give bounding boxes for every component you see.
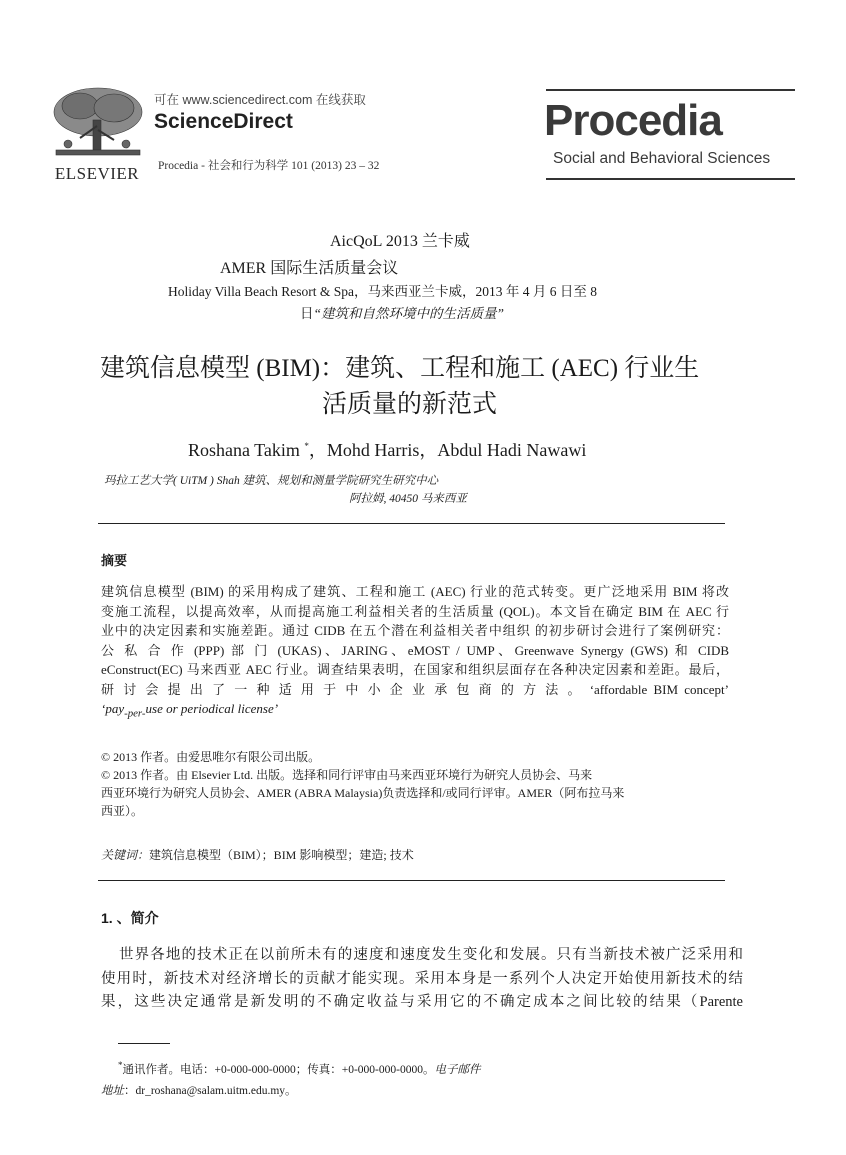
footnote-line-1: [118, 1060, 480, 1077]
affiliation-line-2: 阿拉姆, 40450 马来西亚: [349, 493, 467, 505]
abstract-line: [101, 680, 729, 700]
footnote-mark: *: [118, 1060, 123, 1070]
intro-line: 果，这些决定通常是新发明的不确定收益与采用它的不确定成本之间比较的结果（Parente: [101, 994, 743, 1010]
conference-line-3: Holiday Villa Beach Resort & Spa，马来西亚兰卡威，2013 年 4 月 6 日至 8: [168, 284, 598, 299]
corresponding-mark[interactable]: *: [304, 441, 309, 451]
copyright-line: 西亚环境行为研究人员协会、AMER (ABRA Malaysia)负责选择和/或同行评审。AMER（阿布拉马来: [101, 786, 625, 800]
keywords: [101, 846, 414, 863]
abstract-line: eConstruct(EC) 马来西亚 AEC 行业。调查结果表明，在国家和组织层面存在各种决定因素和差距。最后，: [101, 662, 729, 677]
intro-line: 使用时，新技术对经济增长的贡献才能实现。采用本身是一系列个人决定开始使用新技术的结: [101, 970, 743, 987]
abstract-heading: 摘要: [101, 553, 128, 568]
footnote-email-label: 电子邮件: [434, 1063, 481, 1076]
copyright-line: © 2013 作者。由 Elsevier Ltd. 出版。选择和同行评审由马来西亚环境行为研究人员协会、马来: [101, 768, 593, 782]
sciencedirect-brand[interactable]: ScienceDirect: [154, 110, 293, 133]
conference-theme: “建筑和自然环境中的生活质量”: [313, 306, 505, 321]
copyright-block: [101, 748, 729, 820]
author-list: [188, 436, 586, 462]
logo-bottom-rule: [546, 178, 795, 180]
footnote-email[interactable]: ：dr_roshana@salam.uitm.edu.my。: [124, 1085, 297, 1097]
abstract-bottom-rule: [98, 880, 725, 881]
abstract-last-sub: -per-: [124, 707, 146, 720]
abstract-line: 公 私 合 作 (PPP) 部 门 (UKAS)、JARING、eMOST / UMP、Greenwave Synergy (GWS) 和 CIDB: [101, 642, 729, 658]
keywords-label: 关键词：: [101, 848, 150, 862]
footnote-line-2: [101, 1082, 297, 1098]
author-rest: ，Mohd Harris，Abdul Hadi Nawawi: [308, 440, 587, 460]
affiliation-line-1: 玛拉工艺大学( UiTM ) Shah 建筑、规划和测量学院研究生研究中心: [104, 475, 439, 487]
introduction-heading: 1. 、简介: [101, 910, 159, 926]
abstract-line: 建筑信息模型 (BIM) 的采用构成了建筑、工程和施工 (AEC) 行业的范式转变。更广泛地采用 BIM 将改: [101, 584, 729, 599]
procedia-logo: Procedia: [544, 96, 722, 145]
abstract-last-a: ‘pay: [101, 701, 125, 716]
abstract-last-b: use or periodical license’: [145, 701, 279, 716]
keywords-value: 建筑信息模型（BIM）；BIM 影响模型；建造; 技术: [149, 848, 414, 862]
journal-reference: Procedia - 社会和行为科学 101 (2013) 23 – 32: [158, 160, 380, 172]
abstract-line: 业中的决定因素和实施差距。通过 CIDB 在五个潜在利益相关者中组织 的初步研讨会进行了案例研究：: [101, 623, 729, 638]
abstract-top-rule: [98, 523, 725, 524]
abstract-last-line: [101, 699, 729, 724]
abstract-body: [101, 582, 729, 724]
conference-line-1: AicQoL 2013 兰卡威: [330, 233, 470, 250]
author-first: Roshana Takim: [188, 440, 300, 460]
publisher-name: ELSEVIER: [54, 164, 140, 183]
paper-title-line-1: 建筑信息模型 (BIM)：建筑、工程和施工 (AEC) 行业生: [100, 355, 700, 382]
conference-line-2: AMER 国际生活质量会议: [220, 260, 399, 277]
copyright-line: 西亚）。: [101, 804, 144, 818]
procedia-subtitle: Social and Behavioral Sciences: [553, 150, 771, 167]
footnote-rule: [118, 1043, 170, 1044]
footnote-address-label: 地址: [101, 1085, 124, 1097]
intro-line: 世界各地的技术正在以前所未有的速度和速度发生变化和发展。只有当新技术被广泛采用和: [119, 947, 743, 963]
abstract-line-text: 研 讨 会 提 出 了 一 种 适 用 于 中 小 企 业 承 包 商 的 方 法 。 ‘affordable BIM concept’: [101, 681, 729, 697]
conference-line-4: [300, 302, 504, 322]
logo-top-rule: [546, 89, 795, 91]
conference-line-4-prefix: 日: [300, 306, 314, 321]
abstract-line: 变施工流程，以提高效率，从而提高施工利益相关者的生活质量 (QOL)。本文旨在确定 BIM 在 AEC 行: [101, 603, 729, 619]
elsevier-tree-logo: [50, 86, 145, 158]
available-online-note[interactable]: 可在 www.sciencedirect.com 在线获取: [154, 93, 366, 107]
copyright-line: © 2013 作者。由爱思唯尔有限公司出版。: [101, 750, 321, 764]
footnote-contact: 通讯作者。电话：+0-000-000-0000；传真：+0-000-000-0000。: [122, 1063, 435, 1076]
paper-title-line-2: 活质量的新范式: [322, 391, 498, 418]
introduction-body: [101, 944, 743, 1015]
